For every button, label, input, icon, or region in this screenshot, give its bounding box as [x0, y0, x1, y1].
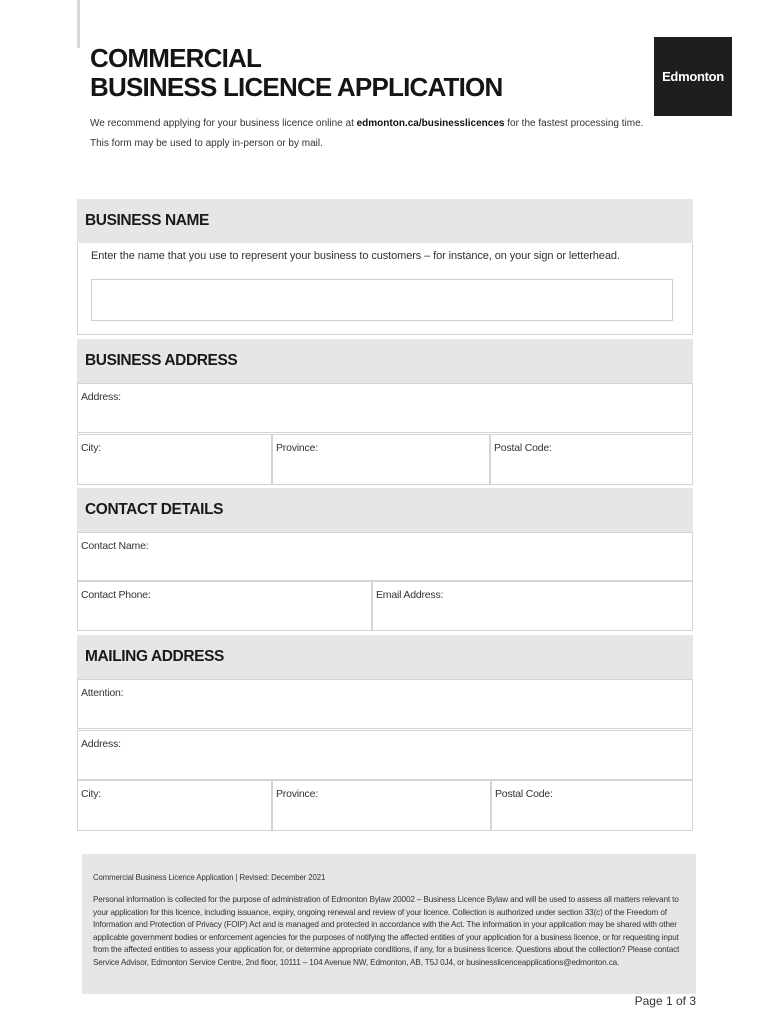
mailing-postal-code-label: Postal Code: — [495, 788, 553, 800]
business-address-field[interactable] — [77, 383, 693, 433]
business-name-input[interactable] — [91, 279, 673, 321]
contact-name-field[interactable] — [77, 532, 693, 581]
contact-phone-field[interactable] — [77, 581, 372, 631]
business-city-field[interactable] — [77, 434, 272, 485]
intro-text-after: for the fastest processing time. This form may be used to apply in-person or by mail. — [90, 118, 644, 149]
business-address-label: Address: — [81, 391, 121, 403]
business-name-instruction: Enter the name that you use to represent your business to customers – for instance, on your sign or letterhead. — [91, 250, 620, 262]
mailing-city-field[interactable] — [77, 780, 272, 831]
intro-link[interactable]: edmonton.ca/businesslicences — [356, 118, 505, 129]
title-line-1: COMMERCIAL — [90, 43, 262, 73]
mailing-province-field[interactable] — [272, 780, 491, 831]
business-postal-code-label: Postal Code: — [494, 442, 552, 454]
edmonton-logo — [654, 37, 732, 116]
mailing-city-label: City: — [81, 788, 102, 800]
contact-name-label: Contact Name: — [81, 540, 149, 552]
mailing-attention-field[interactable] — [77, 679, 693, 729]
page-title — [90, 44, 610, 102]
mailing-address-label: Address: — [81, 738, 121, 750]
intro-text — [90, 114, 650, 154]
mailing-province-label: Province: — [276, 788, 318, 800]
mailing-address-heading — [77, 635, 693, 679]
mailing-address-field[interactable] — [77, 730, 693, 780]
footer-notice — [82, 854, 696, 994]
mailing-postal-code-field[interactable] — [491, 780, 693, 831]
business-address-heading-text: BUSINESS ADDRESS — [85, 352, 238, 369]
business-postal-code-field[interactable] — [490, 434, 693, 485]
page-number: Page 1 of 3 — [634, 994, 696, 1008]
intro-text-before: We recommend applying for your business licence online at — [90, 118, 357, 129]
business-address-heading — [77, 339, 693, 383]
email-address-label: Email Address: — [376, 589, 444, 601]
business-name-heading — [77, 199, 693, 243]
mailing-attention-label: Attention: — [81, 687, 124, 699]
email-address-field[interactable] — [372, 581, 693, 631]
business-province-field[interactable] — [272, 434, 490, 485]
title-line-2: BUSINESS LICENCE APPLICATION — [90, 72, 503, 102]
logo-text: Edmonton — [662, 69, 724, 84]
privacy-notice: Personal information is collected for the purpose of administration of Edmonton Bylaw 20002 – Business Licence Bylaw and will be used to assess all matters relevant to your application for this licence, including issuance, expiry, ongoing renewal and review of your licence. Collection is authorized under section 33(c) of the Freedom of Information and Protection of Privacy (FOIP) Act and is managed and protected in accordance with the Act. The information in your application may be shared with other applicable government bodies or enforcement agencies for the purposes of notifying the affected entities of your application for a business licence, or for requesting input from the affected entities to assess your application for, or determine appropriate conditions, if any, for a business licence. Questions about the collection? Please contact Service Advisor, Edmonton Service Centre, 2nd floor, 10111 – 104 Avenue NW, Edmonton, AB, T5J 0J4, or businesslicenceapplications@edmonton.ca. — [93, 895, 680, 967]
mailing-address-heading-text: MAILING ADDRESS — [85, 648, 224, 665]
revision-note: Commercial Business Licence Application | Revised: December 2021 — [93, 873, 326, 882]
contact-details-heading — [77, 488, 693, 532]
business-province-label: Province: — [276, 442, 318, 454]
contact-phone-label: Contact Phone: — [81, 589, 151, 601]
business-city-label: City: — [81, 442, 102, 454]
contact-details-heading-text: CONTACT DETAILS — [85, 501, 224, 518]
header-rule — [77, 0, 80, 48]
business-name-heading-text: BUSINESS NAME — [85, 212, 209, 229]
